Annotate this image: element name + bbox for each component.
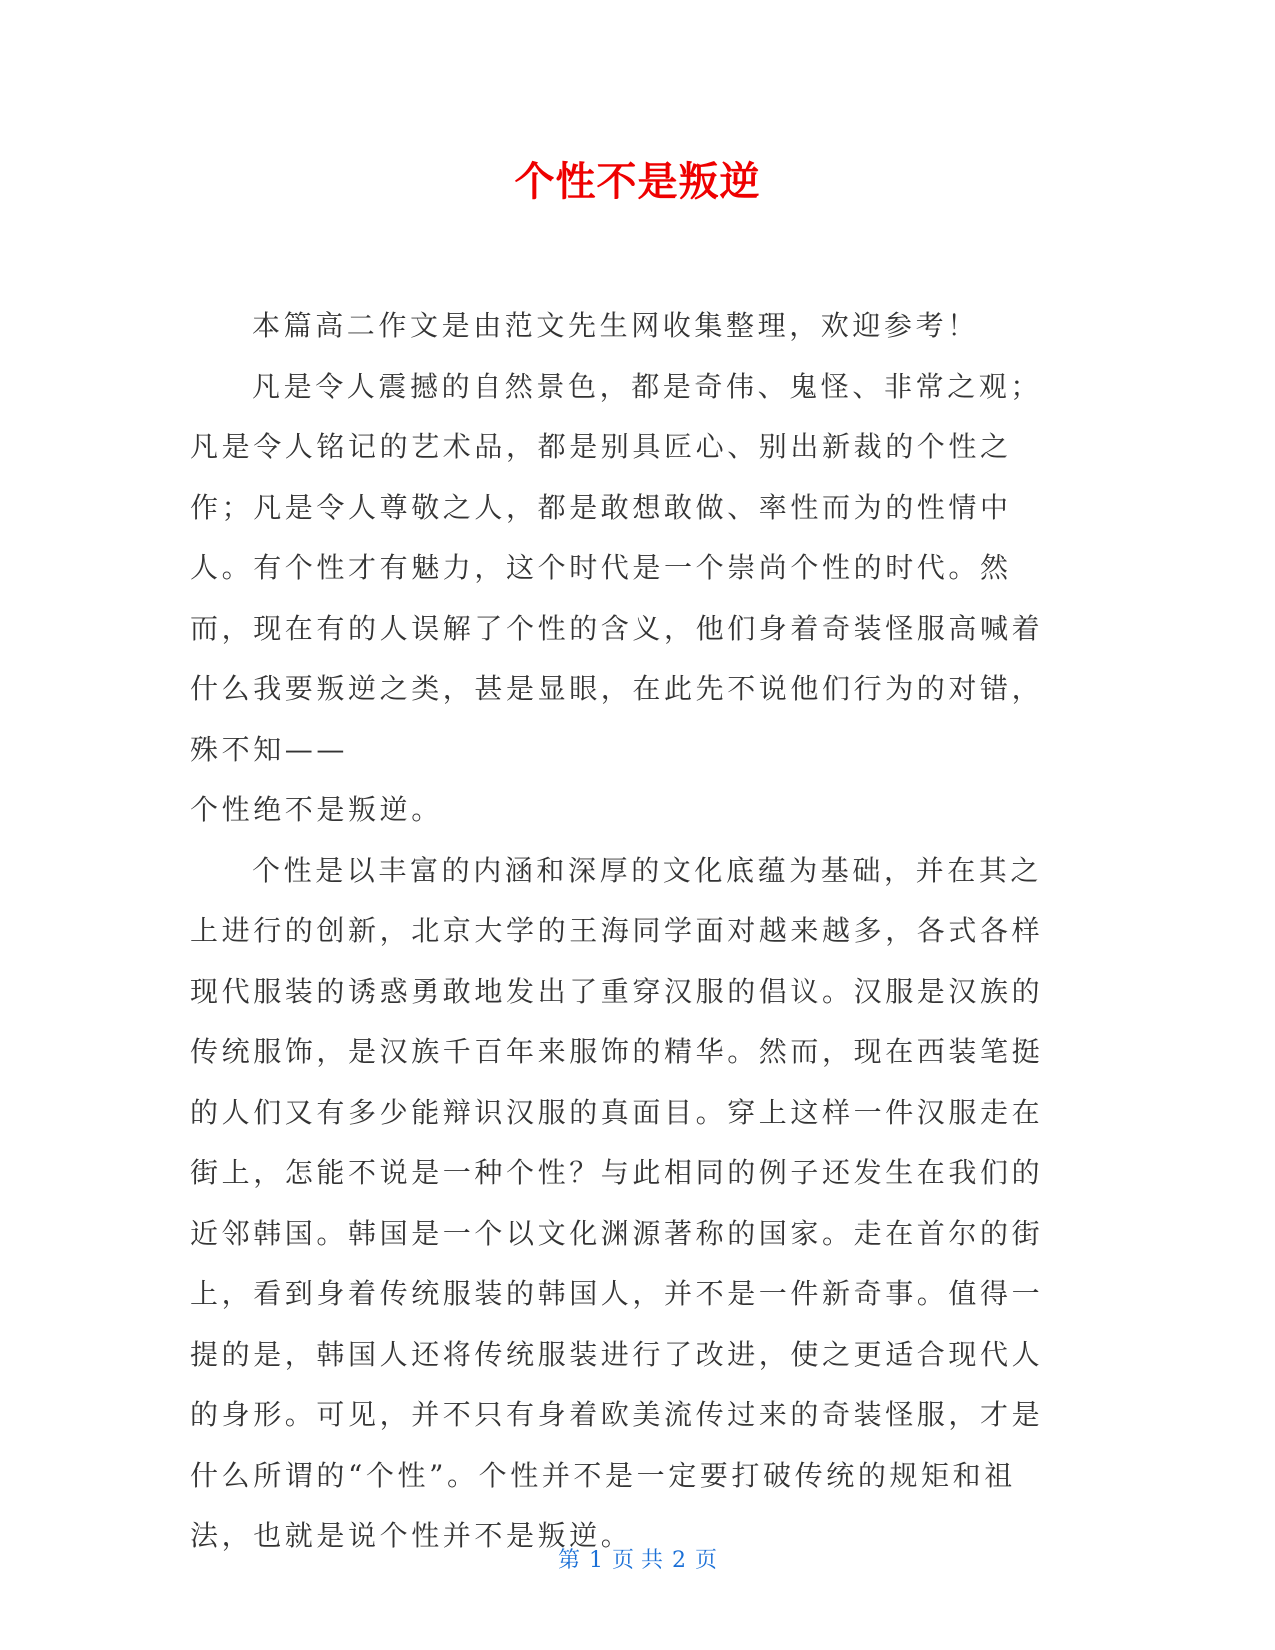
footer-prefix: 第: [557, 1548, 580, 1573]
footer-total-pages: 2: [672, 1548, 686, 1573]
footer-current-page: 1: [589, 1548, 603, 1573]
body-paragraph-3: 个性是以丰富的内涵和深厚的文化底蕴为基础，并在其之上进行的创新，北京大学的王海同学面对越来越多，各式各样现代服装的诱惑勇敢地发出了重穿汉服的倡议。汉服是汉族的传统服饰，是汉族千百年来服饰的精华。然而，现在西装笔挺的人们又有多少能辩识汉服的真面目。穿上这样一件汉服走在街上，怎能不说是一种个性？与此相同的例子还发生在我们的近邻韩国。韩国是一个以文化渊源著称的国家。走在首尔的街上，看到身着传统服装的韩国人，并不是一件新奇事。值得一提的是，韩国人还将传统服装进行了改进，使之更适合现代人的身形。可见，并不只有身着欧美流传过来的奇装怪服，才是什么所谓的“个性”。个性并不是一定要打破传统的规矩和祖法，也就是说个性并不是叛逆。: [190, 853, 1044, 1552]
body-paragraph-1: 凡是令人震撼的自然景色，都是奇伟、鬼怪、非常之观；凡是令人铭记的艺术品，都是别具匠心、别出新裁的个性之作；凡是令人尊敬之人，都是敢想敢做、率性而为的性情中人。有个性才有魅力，这个时代是一个崇尚个性的时代。然而，现在有的人误解了个性的含义，他们身着奇装怪服高喊着什么我要叛逆之类，甚是显眼，在此先不说他们行为的对错，殊不知——: [190, 369, 1044, 766]
body-paragraph-2: 个性绝不是叛逆。: [190, 793, 443, 826]
document-body: [190, 296, 1064, 1567]
footer-suffix: 页: [695, 1548, 718, 1573]
intro-paragraph: 本篇高二作文是由范文先生网收集整理，欢迎参考！: [252, 309, 979, 342]
footer-middle: 页 共: [612, 1548, 663, 1573]
page-number-footer: [0, 1546, 1275, 1576]
document-title: 个性不是叛逆: [514, 159, 761, 205]
